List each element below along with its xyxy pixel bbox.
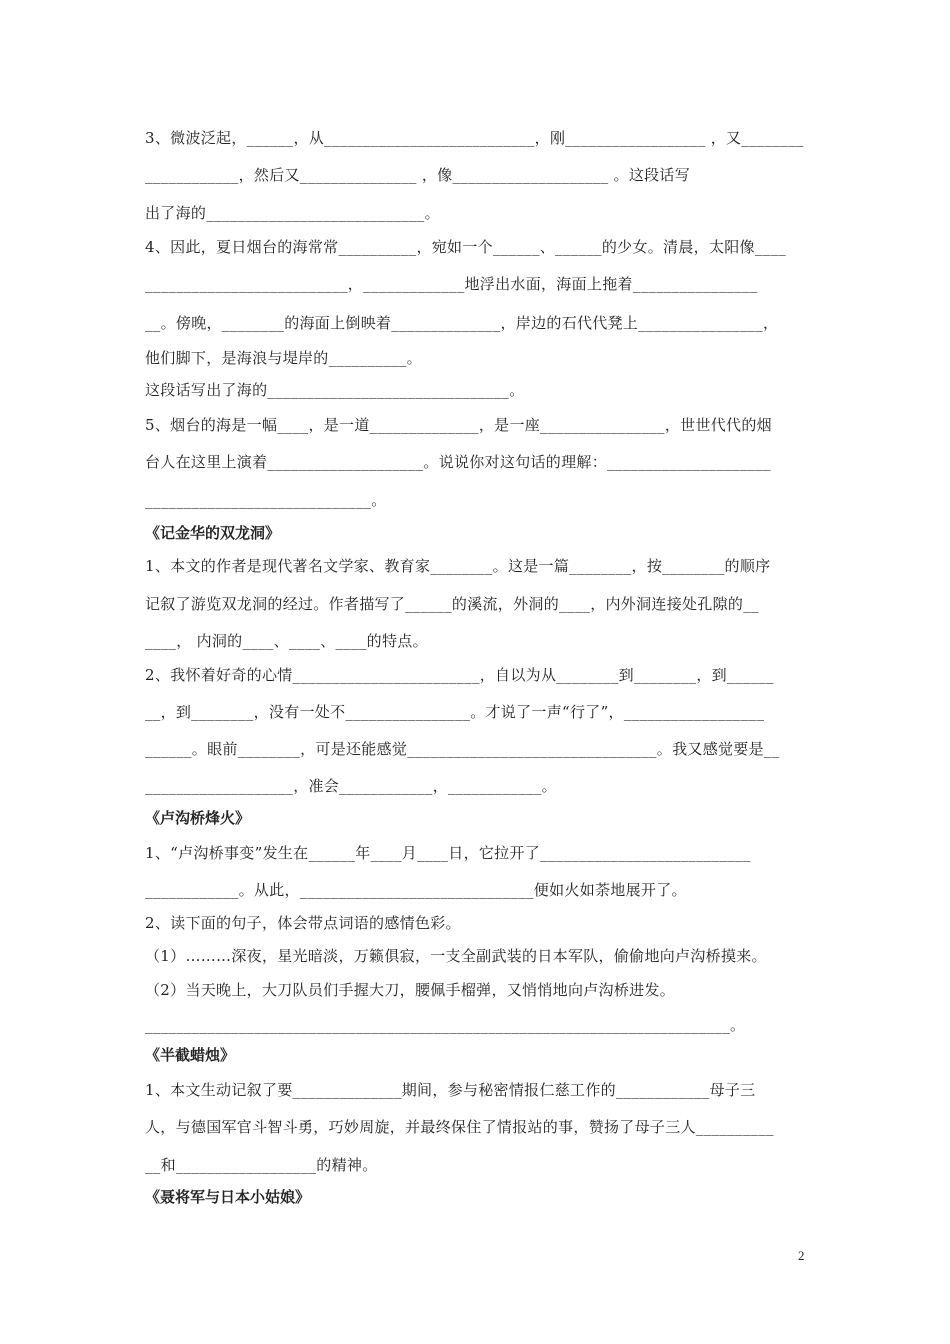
text-line: ____________。从此，______________________________便如火如荼地展开了。 [145, 881, 687, 899]
text-line: 4、因此，夏日烟台的海常常__________，宛如一个______、______的少女。清晨，太阳像____ [145, 238, 787, 256]
text-line: ____， 内洞的____、____、____的特点。 [145, 632, 428, 650]
page-number: 2 [798, 1248, 805, 1263]
text-line: ___________________，准会____________，____________。 [145, 777, 557, 795]
text-line: 5、烟台的海是一幅____，是一道______________，是一座________________，世世代代的烟 [145, 416, 772, 434]
text-line: （2）当天晚上，大刀队员们手握大刀，腰佩手榴弹，又悄悄地向卢沟桥进发。 [145, 981, 676, 999]
text-line: 记叙了游览双龙洞的经过。作者描写了______的溪流，外洞的____，内外洞连接处孔隙的__ [145, 595, 759, 613]
text-line: 1、本文的作者是现代著名文学家、教育家________。这是一篇________，按________的顺序 [145, 557, 771, 575]
text-line: 他们脚下，是海浪与堤岸的__________。 [145, 349, 422, 367]
text-line: __。傍晚，________的海面上倒映着______________，岸边的石代代凳上________________， [145, 314, 779, 332]
text-line: 这段话写出了海的_______________________________。 [145, 381, 525, 399]
section-heading: 《聂将军与日本小姑娘》 [145, 1188, 311, 1206]
text-line: 人，与德国军官斗智斗勇，巧妙周旋，并最终保住了情报站的事，赞扬了母子三人__________ [145, 1118, 774, 1136]
text-line: ____________，然后又_______________ ，像____________________ 。这段话写 [145, 166, 691, 184]
text-line: （1）………深夜，星光暗淡，万籁俱寂，一支全副武装的日本军队，偷偷地向卢沟桥摸来。 [145, 947, 767, 965]
text-line: _____________________________。 [145, 491, 387, 509]
text-line: 1、“卢沟桥事变”发生在______年____月____日，它拉开了___________________________ [145, 844, 751, 862]
text-line: 1、本文生动记叙了要______________期间，参与秘密情报仁慈工作的____________母子三 [145, 1081, 756, 1099]
section-heading: 《半截蜡烛》 [145, 1046, 236, 1064]
text-line: 2、我怀着好奇的心情________________________，自以为从________到________，到______ [145, 666, 774, 684]
text-line: __和__________________的精神。 [145, 1156, 378, 1174]
text-line: ______。眼前________，可是还能感觉________________________________。我又感觉要是__ [145, 740, 780, 758]
text-line: 2、读下面的句子，体会带点词语的感情色彩。 [145, 914, 461, 932]
section-heading: 《记金华的双龙洞》 [145, 524, 281, 542]
text-line: __________________________，_____________地浮出水面，海面上拖着________________ [145, 275, 758, 293]
text-line: 3、微波泛起，______，从___________________________，刚__________________ ，又________ [145, 129, 804, 147]
text-line: 出了海的____________________________。 [145, 204, 440, 222]
text-line: ___________________________________________________________________________。 [145, 1016, 746, 1034]
section-heading: 《卢沟桥烽火》 [145, 809, 251, 827]
text-line: __，到________，没有一处不________________。才说了一声“行了”，__________________ [145, 703, 765, 721]
text-line: 台人在这里上演着____________________。说说你对这句话的理解：_____________________ [145, 453, 771, 471]
